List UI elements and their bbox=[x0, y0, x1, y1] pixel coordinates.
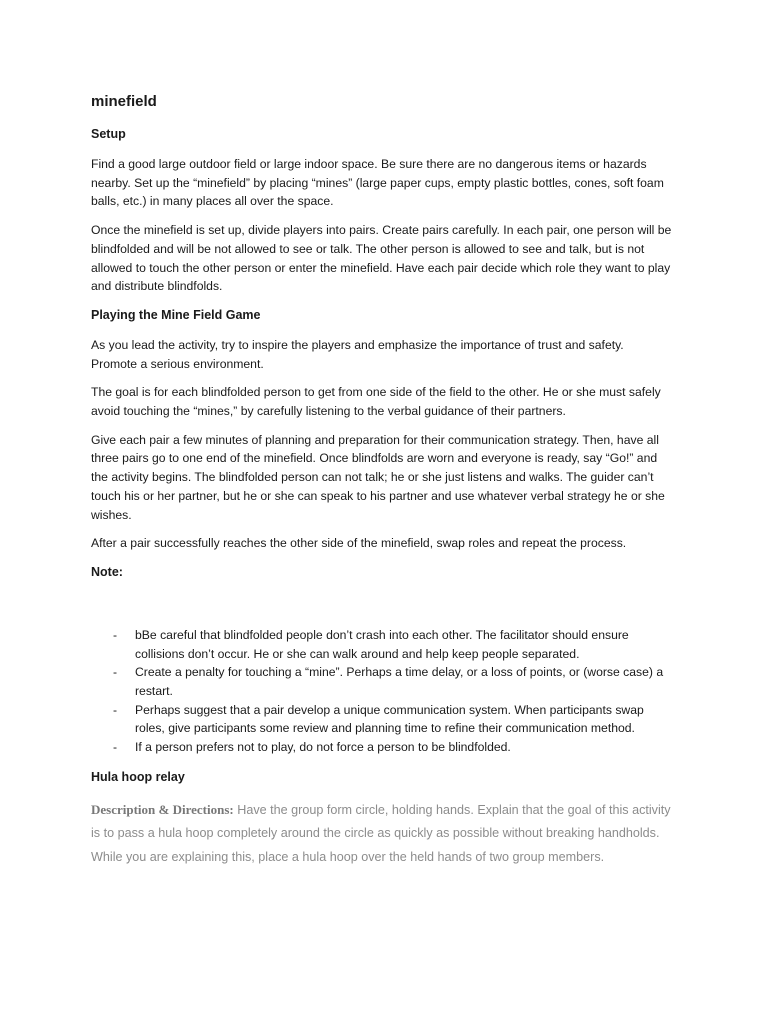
hula-description bbox=[91, 798, 671, 870]
playing-paragraph: The goal is for each blindfolded person to get from one side of the field to the other. He or she must safely avoid touching the “mines,” by carefully listening to the verbal guidance of their partners. bbox=[91, 385, 661, 419]
hula-heading: Hula hoop relay bbox=[91, 769, 185, 784]
document-page bbox=[91, 92, 673, 870]
list-item bbox=[91, 663, 673, 700]
notes-list bbox=[91, 626, 673, 757]
setup-heading: Setup bbox=[91, 127, 126, 141]
list-item bbox=[91, 626, 673, 663]
playing-paragraph: After a pair successfully reaches the other side of the minefield, swap roles and repeat the process. bbox=[91, 536, 627, 551]
playing-paragraph: As you lead the activity, try to inspire the players and emphasize the importance of trust and safety. Promote a serious environment. bbox=[91, 337, 624, 371]
setup-paragraph: Find a good large outdoor field or large indoor space. Be sure there are no dangerous items or hazards nearby. Set up the “minefield” by placing “mines” (large paper cups, empty plastic bottles, cones, soft foam balls, etc.) in many places all over the space. bbox=[91, 157, 664, 209]
note-label: Note: bbox=[91, 564, 123, 579]
note-text: If a person prefers not to play, do not force a person to be blindfolded. bbox=[135, 740, 511, 755]
note-text: Create a penalty for touching a “mine”. Perhaps a time delay, or a loss of points, or (worse case) a restart. bbox=[135, 665, 664, 699]
bullet-dash: - bbox=[113, 702, 118, 717]
playing-paragraph: Give each pair a few minutes of planning and preparation for their communication strategy. Then, have all three pairs go to one end of the minefield. Once blindfolds are worn and everyone is ready, say “Go!” and the activity begins. The blindfolded person can not talk; he or she just listens and walks. The guider can’t touch his or her partner, but he or she can speak to his partner and use whatever verbal strategy he or she wishes. bbox=[91, 432, 665, 522]
bullet-dash: - bbox=[113, 740, 118, 755]
note-text: Perhaps suggest that a pair develop a unique communication system. When participants swap roles, give participants some review and planning time to refine their communication method. bbox=[135, 702, 644, 736]
note-text: bBe careful that blindfolded people don’t crash into each other. The facilitator should ensure collisions don’t occur. He or she can walk around and help keep people separated. bbox=[135, 627, 629, 661]
playing-heading: Playing the Mine Field Game bbox=[91, 307, 261, 322]
hula-description-text: Have the group form circle, holding hands. Explain that the goal of this activity is to pass a hula hoop completely around the circle as quickly as possible without breaking handholds. While you are explaining this, place a hula hoop over the held hands of two group members. bbox=[91, 802, 671, 865]
bullet-dash: - bbox=[113, 665, 118, 680]
list-item bbox=[91, 701, 673, 738]
bullet-dash: - bbox=[113, 627, 118, 642]
list-item bbox=[91, 738, 673, 757]
setup-paragraph: Once the minefield is set up, divide players into pairs. Create pairs carefully. In each pair, one person will be blindfolded and will be not allowed to see or talk. The other person is allowed to see and talk, but is not allowed to touch the other person or enter the minefield. Have each pair decide which role they want to play and distribute blindfolds. bbox=[91, 223, 672, 294]
hula-description-lead: Description & Directions: bbox=[91, 801, 234, 817]
document-title: minefield bbox=[91, 93, 157, 110]
